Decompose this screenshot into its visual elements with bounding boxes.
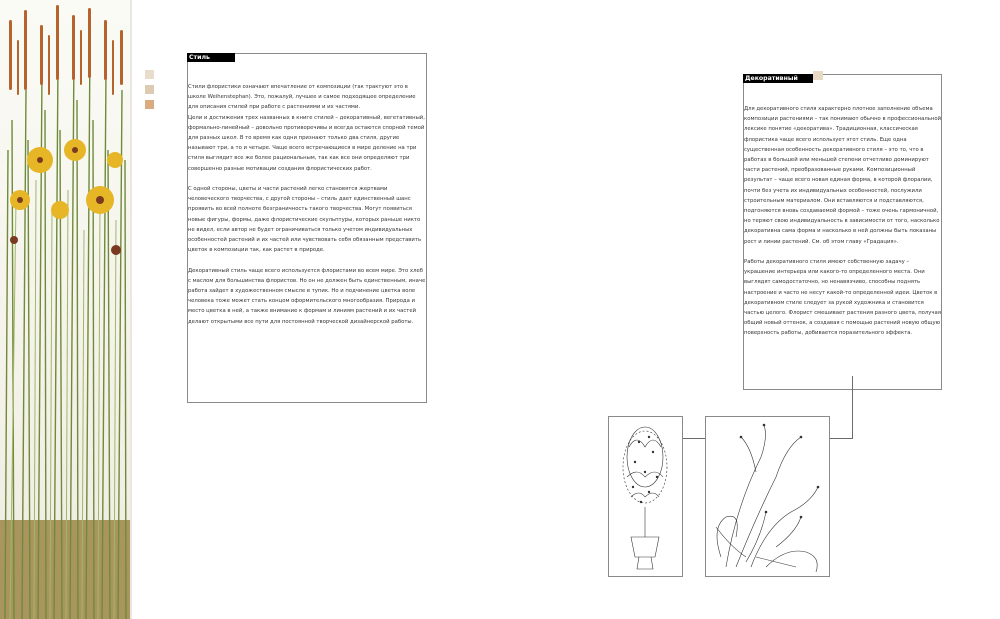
connector-line-horizontal — [829, 438, 853, 439]
accent-square-1 — [145, 70, 154, 79]
decorative-style-heading: Декоративный стиль — [743, 74, 813, 83]
bouquet-sketch-frame — [608, 416, 683, 577]
accent-square-3 — [145, 100, 154, 109]
grass-flowers-photo — [0, 0, 130, 619]
accent-squares — [145, 70, 154, 115]
style-paragraph-3: Декоративный стиль чаще всего используется флористами во всем мире. Это хлеб с маслом для большинства флористов. Но он не должен быть единственным, иначе работа зайдет в художественном смысле в тупик. Но и подчинение цветка воле человека тоже может стать концом оформительского многообразия. Природа и место цветка в ней, а также внимание к формам и линиям растений и их частей делают открытыми все пути для постоянной творческой дизайнерской работы. — [188, 267, 426, 325]
decorative-style-body-text — [744, 104, 941, 349]
connector-line-vertical — [852, 376, 853, 439]
style-paragraph-2: С одной стороны, цветы и части растений легко становятся жертвами человеческого творчества, с другой стороны – стиль дает единственный шанс проявить во всей полноте безграничность такого творчества. Могут появиться новые фигуры, формы, даже флористические скульптуры, которых раньше никто не видел, если автор не будет ограничиваться только учетом индивидуальных особенностей растений и их частей или чувствовать себя обязанным представить цветок в композиции так, как растет в природе. — [188, 186, 422, 254]
grass-flowers-illustration — [0, 0, 130, 619]
decorative-paragraph-2: Работы декоративного стиля имеют собственную задачу – украшение интерьера или какого-то определенного места. Они выглядят самодостаточно, но ненавязчиво, способны поднять настроение и часто не несут какой-то определенной идеи. Цветок в декоративном стиле следует за рукой художника и становится частью целого. Флорист смешивает растения разного цвета, получая общий новый оттенок, а создавая с помощью растений новую общую поверхность работы, добивается поразительного эффекта. — [744, 259, 941, 337]
branches-sketch-frame — [705, 416, 830, 577]
decorative-paragraph-1: Для декоративного стиля характерно плотное заполнение объема композиции растениями – так понимают обычно в профессиональной лексике понятие «декоратива». Традиционная, классическая флористика чаще всего использует этот стиль. Еще одна существенная особенность декоративного стиля – это то, что в работах в большей или меньшей степени отчетливо доминируют части растений, преобразованные руками. Композиционный результат – чаще всего новая единая форма, в которой флоралии, почти без учета их индивидуальных особенностей, послужили строительным материалом. Они вставляются и подставляются, подгоняются вновь создаваемой формой – тоже очень гармоничной, но теряют свою индивидуальность в зависимости от того, насколько декоративна сама форма и насколько в ней должны быть показаны рост и линии растений. См. об этом главу «Градация». — [744, 106, 942, 245]
curved-branches-sketch-icon — [706, 417, 829, 576]
page-spine — [130, 0, 132, 619]
style-body-text — [188, 82, 426, 337]
style-heading: Стиль — [187, 53, 235, 62]
heading-accent-tab — [813, 71, 823, 80]
style-paragraph-1: Стили флористики означают впечатление от композиции (так трактуют это в школе Weihenstephan). Это, пожалуй, лучшее и самое подходящее определение для описания стилей при работе с растениями и их частями. Цели и достижения трех названных в книге стилей – декоративный, вегетативный, формально-линейный – довольно противоречивы и всегда остаются спорной темой для разных школ. В то время как одни признают только два стиля, другие называют три, а то и четыре. Чаще всего встречающиеся в мире деление на три стиля выглядит все же более рациональным, так как все они определяют три совершенно разные мотивации создания флористических работ. — [188, 84, 425, 172]
accent-square-2 — [145, 85, 154, 94]
connector-line-between — [682, 438, 706, 439]
bouquet-in-urn-sketch-icon — [609, 417, 682, 576]
